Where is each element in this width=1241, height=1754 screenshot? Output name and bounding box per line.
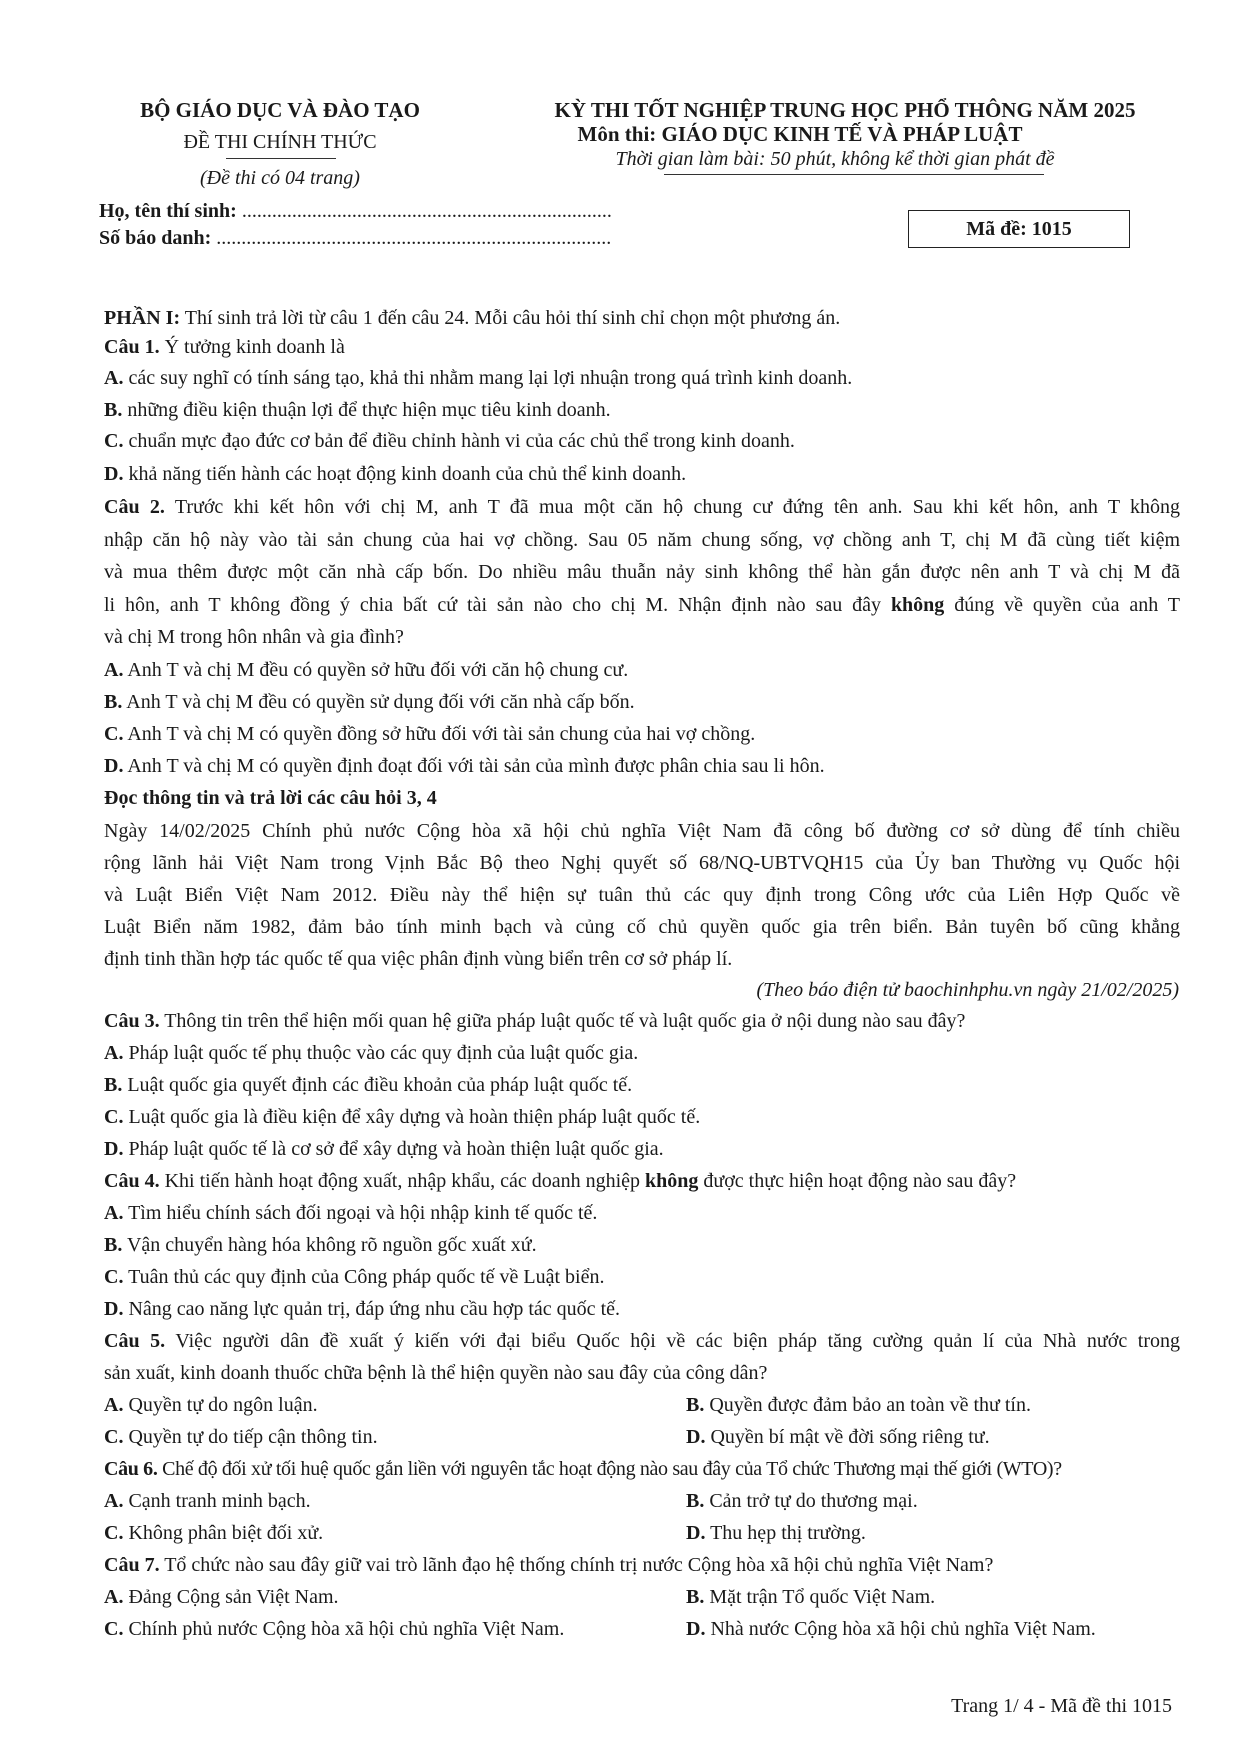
ministry-name: BỘ GIÁO DỤC VÀ ĐÀO TẠO bbox=[140, 98, 420, 122]
q2-line-3: và mua thêm được một căn nhà cấp bốn. Do nhiều mâu thuẫn nảy sinh không thể hàn gắn được nên anh T và chị M đã bbox=[104, 561, 1180, 583]
official-exam-label: ĐỀ THI CHÍNH THỨC bbox=[183, 131, 377, 153]
q2-text-4c: đúng về quyền của anh T bbox=[944, 594, 1181, 616]
q3-label: Câu 3. bbox=[104, 1010, 160, 1032]
q1-letter-d: D. bbox=[104, 463, 124, 485]
q2-letter-a: A. bbox=[104, 659, 124, 681]
reading-line-4: Luật Biển năm 1982, đảm bảo tính minh bạch và củng cố chủ quyền quốc gia trên biển. Bản tuyên bố cũng khẳng bbox=[104, 916, 1180, 938]
reading-line-1: Ngày 14/02/2025 Chính phủ nước Cộng hòa xã hội chủ nghĩa Việt Nam đã công bố đường cơ sở dùng để tính chiều bbox=[104, 820, 1180, 842]
q3-text-a: Pháp luật quốc tế phụ thuộc vào các quy định của luật quốc gia. bbox=[128, 1042, 639, 1064]
exam-code-box bbox=[908, 210, 1130, 248]
q5-option-a bbox=[104, 1392, 318, 1419]
q3-text-c: Luật quốc gia là điều kiện để xây dựng và hoàn thiện pháp luật quốc tế. bbox=[128, 1106, 701, 1128]
q4-text-d: Nâng cao năng lực quản trị, đáp ứng nhu cầu hợp tác quốc tế. bbox=[128, 1298, 620, 1320]
pages-note: (Đề thi có 04 trang) bbox=[200, 167, 360, 189]
q2-text-1: Trước khi kết hôn với chị M, anh T đã mua một căn hộ chung cư đứng tên anh. Sau khi kết hôn, anh T không bbox=[164, 496, 1180, 518]
q7-letter-d: D. bbox=[686, 1618, 706, 1640]
q1-stem: Ý tưởng kinh doanh là bbox=[159, 336, 345, 358]
q5-letter-d: D. bbox=[686, 1426, 706, 1448]
q2-option-a bbox=[104, 657, 628, 684]
question-3 bbox=[104, 1008, 965, 1035]
q3-letter-d: D. bbox=[104, 1138, 124, 1160]
reading-line-5: định tinh thần hợp tác quốc tế qua việc phân định vùng biển trên cơ sở pháp lí. bbox=[104, 948, 733, 970]
q6-letter-b: B. bbox=[686, 1490, 705, 1512]
q5-text-c: Quyền tự do tiếp cận thông tin. bbox=[128, 1426, 378, 1448]
candidate-id-line bbox=[99, 227, 611, 250]
q5-text-d: Quyền bí mật về đời sống riêng tư. bbox=[710, 1426, 990, 1448]
q1-option-c bbox=[104, 428, 795, 455]
q2-letter-c: C. bbox=[104, 723, 124, 745]
q3-option-d bbox=[104, 1136, 664, 1163]
q1-letter-a: A. bbox=[104, 367, 124, 389]
q2-option-c bbox=[104, 721, 755, 748]
q5-letter-a: A. bbox=[104, 1394, 124, 1416]
q7-letter-a: A. bbox=[104, 1586, 124, 1608]
official-underline bbox=[226, 158, 336, 159]
q2-line-2: nhập căn hộ này vào tài sản chung của hai vợ chồng. Sau 05 năm chung sống, vợ chồng anh T, chị M đã cùng tiết kiệm bbox=[104, 529, 1180, 551]
q6-option-a bbox=[104, 1488, 311, 1515]
q4-stem-a: Khi tiến hành hoạt động xuất, nhập khẩu, các doanh nghiệp bbox=[159, 1170, 646, 1192]
q3-letter-c: C. bbox=[104, 1106, 124, 1128]
q5-option-b bbox=[686, 1392, 1031, 1419]
q4-option-b bbox=[104, 1232, 537, 1259]
q5-option-d bbox=[686, 1424, 990, 1451]
q7-text-d: Nhà nước Cộng hòa xã hội chủ nghĩa Việt Nam. bbox=[710, 1618, 1096, 1640]
q1-option-a bbox=[104, 365, 852, 392]
q4-letter-c: C. bbox=[104, 1266, 124, 1288]
q5-text-b: Quyền được đảm bảo an toàn về thư tín. bbox=[709, 1394, 1031, 1416]
q3-option-c bbox=[104, 1104, 700, 1131]
q3-letter-b: B. bbox=[104, 1074, 123, 1096]
q7-letter-c: C. bbox=[104, 1618, 124, 1640]
q2-line-4 bbox=[104, 592, 1180, 619]
candidate-name-dots: .......................................................................... bbox=[241, 200, 612, 222]
q4-option-a bbox=[104, 1200, 597, 1227]
q3-stem: Thông tin trên thể hiện mối quan hệ giữa pháp luật quốc tế và luật quốc gia ở nội dung nào sau đây? bbox=[159, 1010, 966, 1032]
candidate-id-label: Số báo danh: bbox=[99, 227, 217, 249]
part1-label: PHẦN I: bbox=[104, 307, 181, 329]
q5-letter-c: C. bbox=[104, 1426, 124, 1448]
q2-text-c: Anh T và chị M có quyền đồng sở hữu đối với tài sản chung của hai vợ chồng. bbox=[127, 723, 756, 745]
part1-text: Thí sinh trả lời từ câu 1 đến câu 24. Mỗi câu hỏi thí sinh chỉ chọn một phương án. bbox=[180, 307, 841, 329]
q2-text-b: Anh T và chị M đều có quyền sử dụng đối với căn nhà cấp bốn. bbox=[126, 691, 635, 713]
q5-line-1 bbox=[104, 1328, 1180, 1355]
q2-letter-b: B. bbox=[104, 691, 123, 713]
q2-text-4a: li hôn, anh T không đồng ý chia bất cứ tài sản nào cho chị M. Nhận định nào sau đây bbox=[104, 594, 891, 616]
q4-label: Câu 4. bbox=[104, 1170, 160, 1192]
q4-emphasis: không bbox=[645, 1170, 699, 1192]
q6-letter-d: D. bbox=[686, 1522, 706, 1544]
q2-emphasis: không bbox=[890, 594, 945, 616]
q1-text-a: các suy nghĩ có tính sáng tạo, khả thi nhằm mang lại lợi nhuận trong quá trình kinh doanh. bbox=[128, 367, 853, 389]
q4-letter-b: B. bbox=[104, 1234, 123, 1256]
q3-letter-a: A. bbox=[104, 1042, 124, 1064]
candidate-id-dots: ............................................................................... bbox=[216, 227, 612, 249]
q2-text-a: Anh T và chị M đều có quyền sở hữu đối với căn hộ chung cư. bbox=[127, 659, 629, 681]
q2-letter-d: D. bbox=[104, 755, 124, 777]
candidate-name-line bbox=[99, 200, 612, 223]
reading-line-3: và Luật Biển Việt Nam 2012. Điều này thể hiện sự tuân thủ các quy định trong Công ước của Liên Hợp Quốc về bbox=[104, 884, 1180, 906]
q1-letter-c: C. bbox=[104, 430, 124, 452]
reading-heading: Đọc thông tin và trả lời các câu hỏi 3, 4 bbox=[104, 787, 437, 809]
q7-text-b: Mặt trận Tổ quốc Việt Nam. bbox=[709, 1586, 936, 1608]
q4-stem-c: được thực hiện hoạt động nào sau đây? bbox=[698, 1170, 1017, 1192]
q2-line-1 bbox=[104, 494, 1180, 521]
q3-option-a bbox=[104, 1040, 638, 1067]
q7-option-d bbox=[686, 1616, 1096, 1643]
reading-source: (Theo báo điện tử baochinhphu.vn ngày 21/02/2025) bbox=[756, 979, 1179, 1001]
q6-option-c bbox=[104, 1520, 323, 1547]
part1-instruction bbox=[104, 305, 840, 332]
q1-label: Câu 1. bbox=[104, 336, 160, 358]
exam-code: Mã đề: 1015 bbox=[966, 218, 1072, 240]
q3-option-b bbox=[104, 1072, 632, 1099]
q1-text-c: chuẩn mực đạo đức cơ bản để điều chỉnh hành vi của các chủ thể trong kinh doanh. bbox=[128, 430, 795, 452]
q6-label: Câu 6. bbox=[104, 1458, 158, 1480]
question-1 bbox=[104, 334, 345, 361]
q4-letter-a: A. bbox=[104, 1202, 124, 1224]
q4-text-a: Tìm hiểu chính sách đối ngoại và hội nhập kinh tế quốc tế. bbox=[128, 1202, 598, 1224]
question-4 bbox=[104, 1168, 1016, 1195]
q1-text-b: những điều kiện thuận lợi để thực hiện mục tiêu kinh doanh. bbox=[127, 399, 611, 421]
q3-text-b: Luật quốc gia quyết định các điều khoản của pháp luật quốc tế. bbox=[127, 1074, 633, 1096]
q7-option-a bbox=[104, 1584, 339, 1611]
q4-text-c: Tuân thủ các quy định của Công pháp quốc tế về Luật biển. bbox=[128, 1266, 605, 1288]
q3-text-d: Pháp luật quốc tế là cơ sở để xây dựng và hoàn thiện luật quốc gia. bbox=[128, 1138, 664, 1160]
q4-text-b: Vận chuyển hàng hóa không rõ nguồn gốc xuất xứ. bbox=[126, 1234, 537, 1256]
question-6 bbox=[104, 1456, 1062, 1483]
q7-text-a: Đảng Cộng sản Việt Nam. bbox=[128, 1586, 339, 1608]
q1-letter-b: B. bbox=[104, 399, 123, 421]
q1-option-d bbox=[104, 461, 686, 488]
q7-label: Câu 7. bbox=[104, 1554, 160, 1576]
q5-option-c bbox=[104, 1424, 378, 1451]
q5-text-a: Quyền tự do ngôn luận. bbox=[128, 1394, 318, 1416]
q7-option-c bbox=[104, 1616, 564, 1643]
q2-label: Câu 2. bbox=[104, 496, 165, 518]
time-note: Thời gian làm bài: 50 phút, không kể thời gian phát đề bbox=[615, 148, 1055, 170]
q6-letter-c: C. bbox=[104, 1522, 124, 1544]
q6-option-b bbox=[686, 1488, 918, 1515]
q6-text-d: Thu hẹp thị trường. bbox=[710, 1522, 866, 1544]
q6-stem: Chế độ đối xử tối huệ quốc gắn liền với nguyên tắc hoạt động nào sau đây của Tổ chức Thương mại thế giới (WTO)? bbox=[157, 1458, 1062, 1480]
q5-label: Câu 5. bbox=[104, 1330, 166, 1352]
q7-stem: Tổ chức nào sau đây giữ vai trò lãnh đạo hệ thống chính trị nước Cộng hòa xã hội chủ nghĩa Việt Nam? bbox=[159, 1554, 994, 1576]
q4-option-c bbox=[104, 1264, 604, 1291]
q6-letter-a: A. bbox=[104, 1490, 124, 1512]
q5-line-2: sản xuất, kinh doanh thuốc chữa bệnh là thể hiện quyền nào sau đây của công dân? bbox=[104, 1362, 768, 1384]
question-7 bbox=[104, 1552, 993, 1579]
candidate-name-label: Họ, tên thí sinh: bbox=[99, 200, 242, 222]
page-footer: Trang 1/ 4 - Mã đề thi 1015 bbox=[951, 1695, 1172, 1717]
q2-line-5: và chị M trong hôn nhân và gia đình? bbox=[104, 626, 404, 648]
q7-option-b bbox=[686, 1584, 935, 1611]
q4-option-d bbox=[104, 1296, 620, 1323]
q5-letter-b: B. bbox=[686, 1394, 705, 1416]
q7-text-c: Chính phủ nước Cộng hòa xã hội chủ nghĩa Việt Nam. bbox=[128, 1618, 565, 1640]
q1-text-d: khả năng tiến hành các hoạt động kinh doanh của chủ thể kinh doanh. bbox=[128, 463, 687, 485]
q2-option-b bbox=[104, 689, 635, 716]
q6-text-c: Không phân biệt đối xử. bbox=[128, 1522, 324, 1544]
time-underline bbox=[664, 174, 1044, 175]
q1-option-b bbox=[104, 397, 611, 424]
q2-text-d: Anh T và chị M có quyền định đoạt đối với tài sản của mình được phân chia sau li hôn. bbox=[127, 755, 825, 777]
q6-option-d bbox=[686, 1520, 866, 1547]
q5-text-1: Việc người dân đề xuất ý kiến với đại biểu Quốc hội về các biện pháp tăng cường quản lí của Nhà nước trong bbox=[165, 1330, 1180, 1352]
q6-text-a: Cạnh tranh minh bạch. bbox=[128, 1490, 311, 1512]
reading-line-2: rộng lãnh hải Việt Nam trong Vịnh Bắc Bộ theo Nghị quyết số 68/NQ-UBTVQH15 của Ủy ban Thường vụ Quốc hội bbox=[104, 852, 1180, 874]
exam-subject: Môn thi: GIÁO DỤC KINH TẾ VÀ PHÁP LUẬT bbox=[577, 122, 1023, 146]
q2-option-d bbox=[104, 753, 825, 780]
exam-title: KỲ THI TỐT NGHIỆP TRUNG HỌC PHỔ THÔNG NĂM 2025 bbox=[554, 98, 1136, 122]
q6-text-b: Cản trở tự do thương mại. bbox=[709, 1490, 918, 1512]
q4-letter-d: D. bbox=[104, 1298, 124, 1320]
q7-letter-b: B. bbox=[686, 1586, 705, 1608]
